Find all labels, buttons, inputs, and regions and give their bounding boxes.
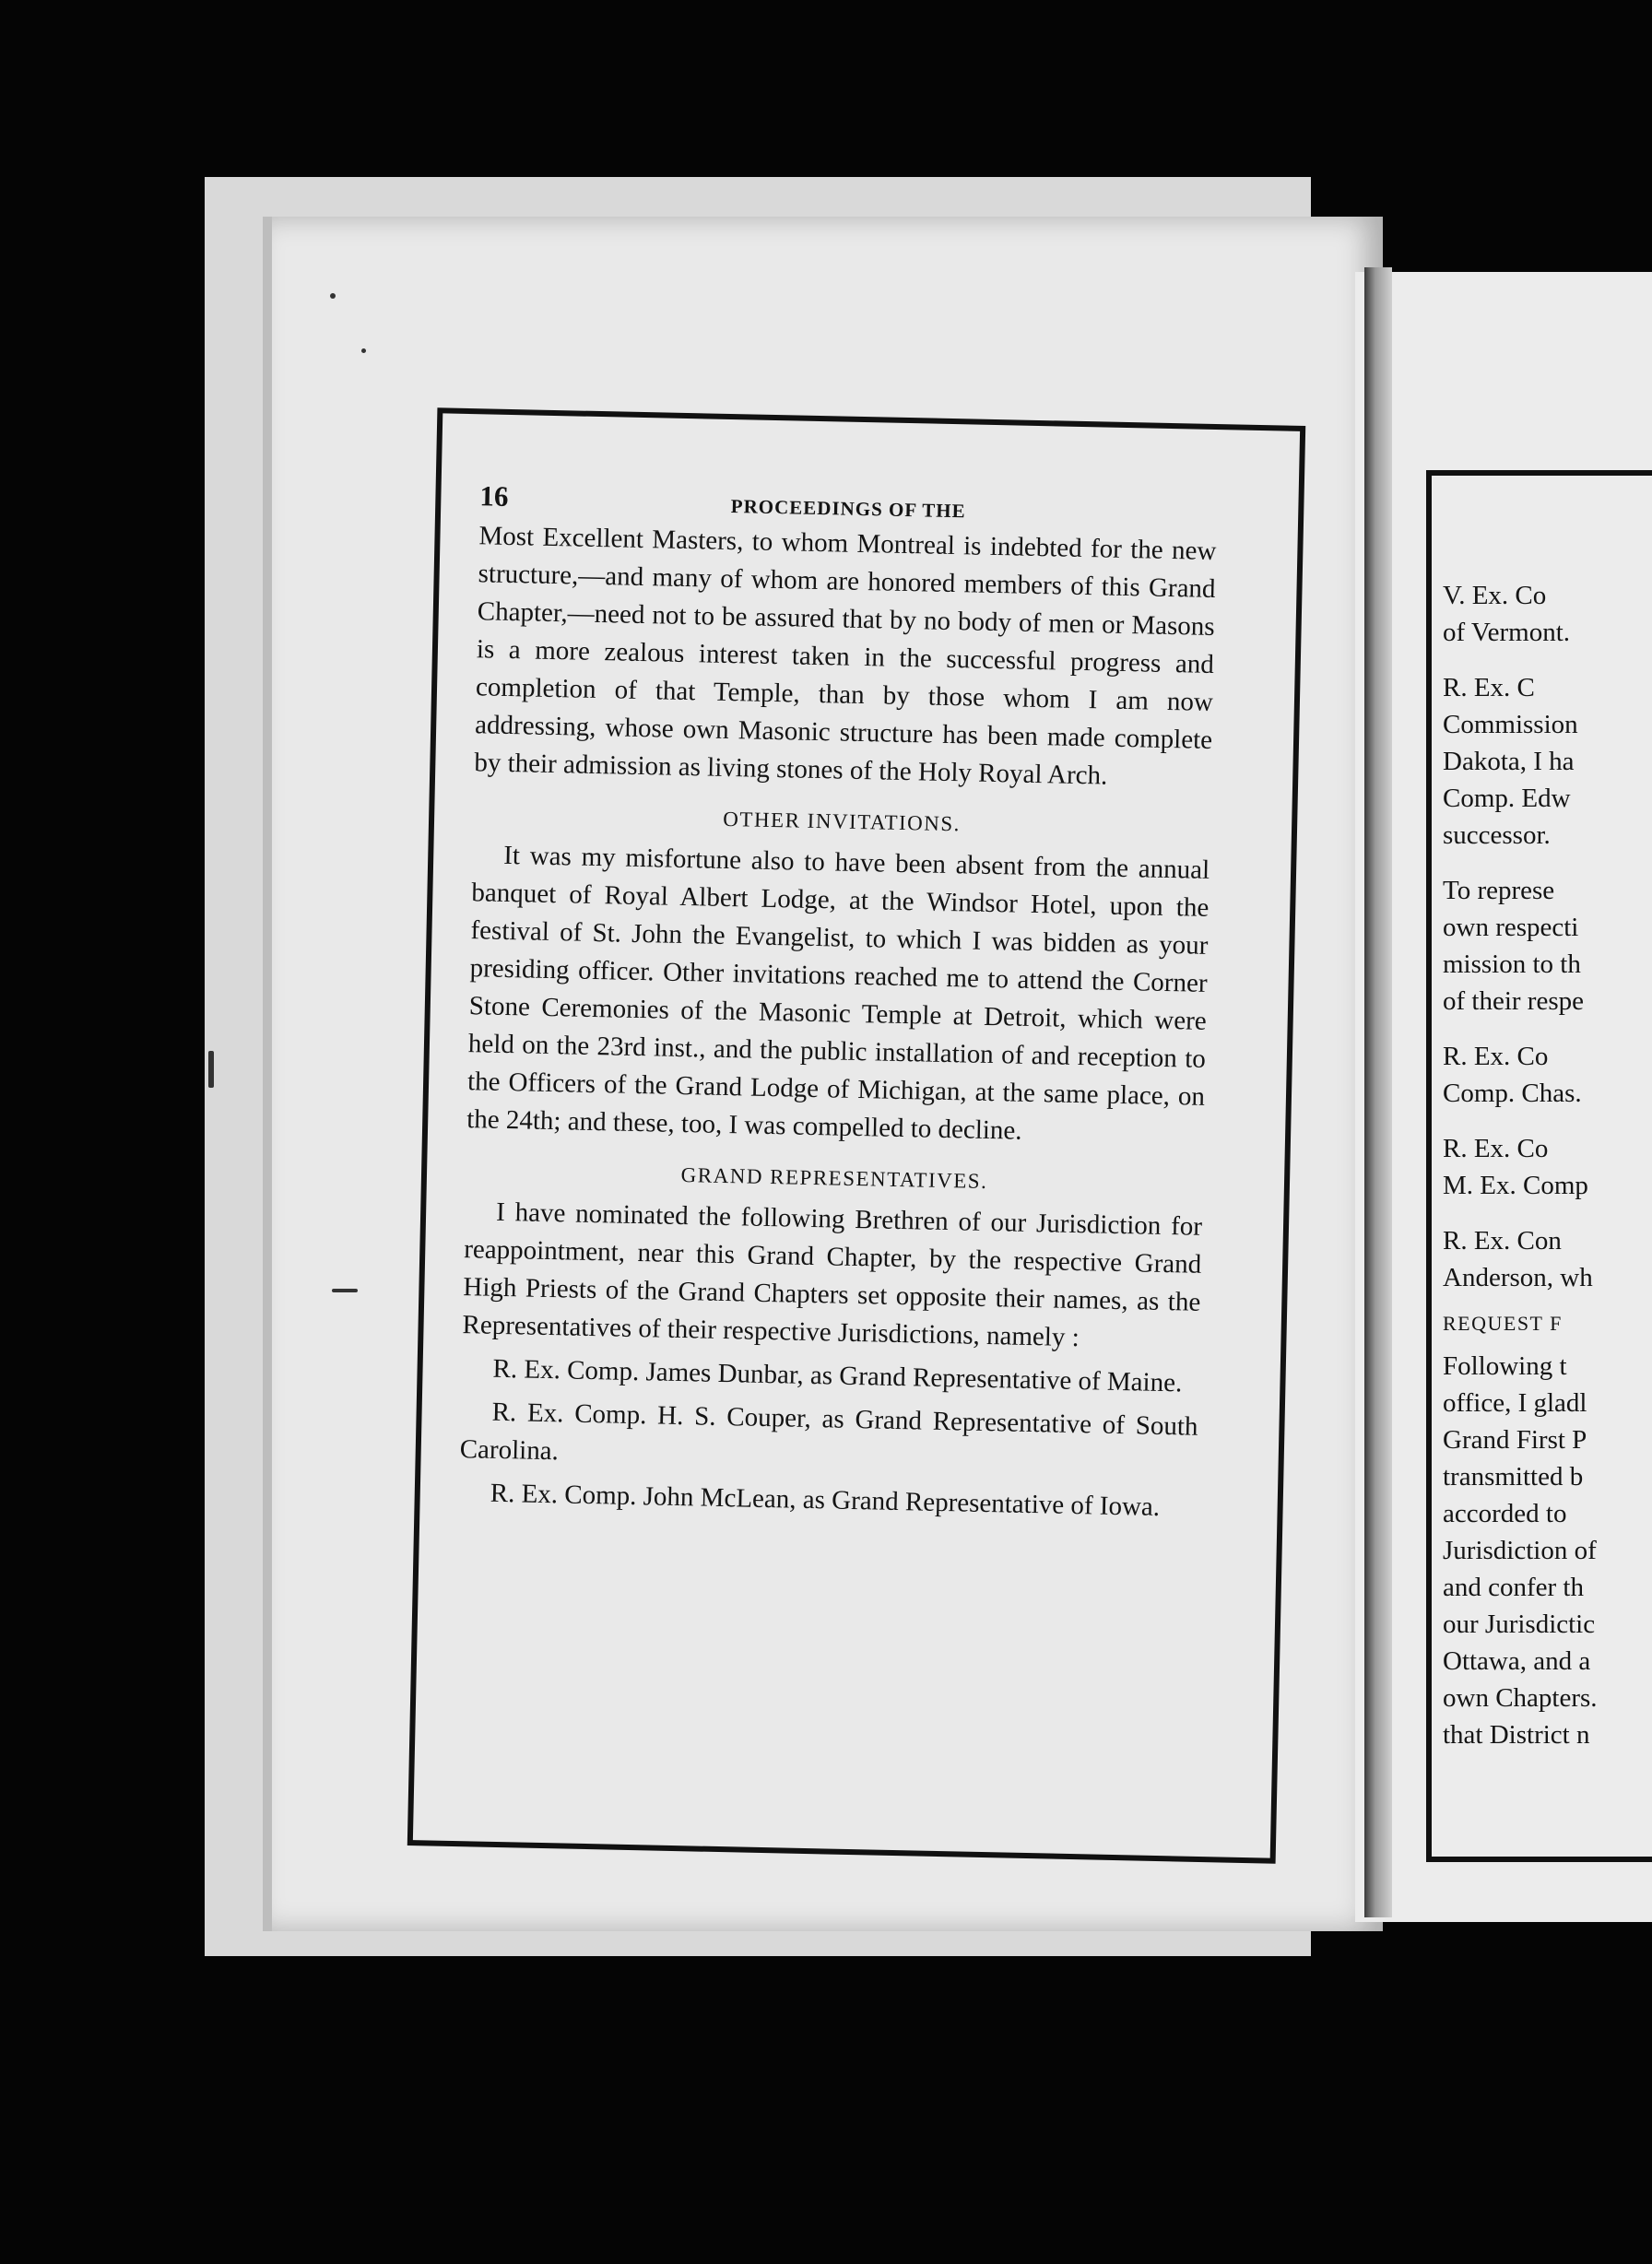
right-line: R. Ex. Co [1443,1042,1549,1071]
right-line: our Jurisdictic [1443,1610,1596,1639]
right-line: Following t [1443,1351,1567,1381]
right-line: accorded to [1443,1499,1567,1528]
scan-speck [361,348,366,353]
right-line: mission to th [1443,949,1581,979]
right-line: of Vermont. [1443,618,1571,647]
right-line: M. Ex. Comp [1443,1171,1588,1200]
right-line: V. Ex. Co [1443,581,1547,610]
right-line: Comp. Chas. [1443,1079,1582,1108]
right-line: own Chapters. [1443,1683,1598,1713]
paragraph-temple: Most Excellent Masters, to whom Montreal is indebted for the new structure,—and many of whom are honored members of this Grand Chapter,—need not to be assured that by no body of men or Masons is a more zealous interest taken in the successful progress and completion of that Temple, than by those whom I am now addressing, whose own Masonic structure has been made complete by their admission as living stones of the Holy Royal Arch. [474,521,1217,791]
right-line: Ottawa, and a [1443,1646,1591,1676]
paragraph-invitations: It was my misfortune also to have been absent from the annual banquet of Royal Albert Lodge, at the Windsor Hotel, upon the festival of St. John the Evangelist, to which I was bidden as your presiding officer. Other invitations reached me to attend the Corner Stone Ceremonies of the Masonic Temple at Detroit, which were held on the 23rd inst., and the public installation of and reception to the Officers of the Grand Lodge of Michigan, at the same place, on the 24th; and these, too, I was compelled to decline. [466,840,1210,1146]
paragraph-nominations: I have nominated the following Brethren of our Jurisdiction for reappointment, near this Grand Chapter, by the respective Grand High Priests of the Grand Chapters set opposite their names, as the Representatives of their respective Jurisdictions, namely : [462,1197,1203,1353]
left-page-content [458,478,1217,1527]
right-text-frame [1426,470,1652,1862]
heading-other-invitations: OTHER INVITATIONS. [723,807,962,836]
right-line: Jurisdiction of [1443,1536,1597,1565]
right-line: R. Ex. Con [1443,1226,1562,1256]
page-number: 16 [479,479,509,513]
scan-speck [208,1051,214,1088]
heading-grand-representatives: GRAND REPRESENTATIVES. [680,1163,988,1193]
right-gap [1443,1112,1652,1130]
right-line: Comp. Edw [1443,784,1571,813]
running-head-title: PROCEEDINGS OF THE [730,495,966,523]
book-gutter [1364,267,1392,1917]
right-page-content [1443,577,1652,1753]
right-heading: REQUEST F [1443,1312,1563,1335]
left-text-frame [407,407,1305,1863]
right-line: R. Ex. Co [1443,1134,1549,1163]
representative-item: R. Ex. Comp. H. S. Couper, as Grand Representative of South Carolina. [459,1397,1198,1467]
right-gap [1443,1204,1652,1222]
right-line: To represe [1443,876,1555,905]
right-line: and confer th [1443,1573,1584,1602]
right-gap [1443,854,1652,872]
right-line: Grand First P [1443,1425,1587,1455]
right-line: successor. [1443,820,1551,850]
representative-item: R. Ex. Comp. James Dunbar, as Grand Representative of Maine. [492,1353,1183,1398]
right-line: transmitted b [1443,1462,1584,1492]
representative-item: R. Ex. Comp. John McLean, as Grand Representative of Iowa. [490,1478,1161,1522]
scan-speck [330,293,336,299]
right-line: R. Ex. C [1443,673,1535,702]
right-gap [1443,1020,1652,1038]
right-line: Anderson, wh [1443,1263,1593,1292]
right-line: of their respe [1443,986,1584,1016]
right-line: office, I gladl [1443,1388,1587,1418]
right-gap [1443,651,1652,669]
right-line: Commission [1443,710,1578,739]
scan-speck [332,1289,358,1292]
right-line: that District n [1443,1720,1590,1750]
right-line: Dakota, I ha [1443,747,1575,776]
right-line: own respecti [1443,913,1579,942]
